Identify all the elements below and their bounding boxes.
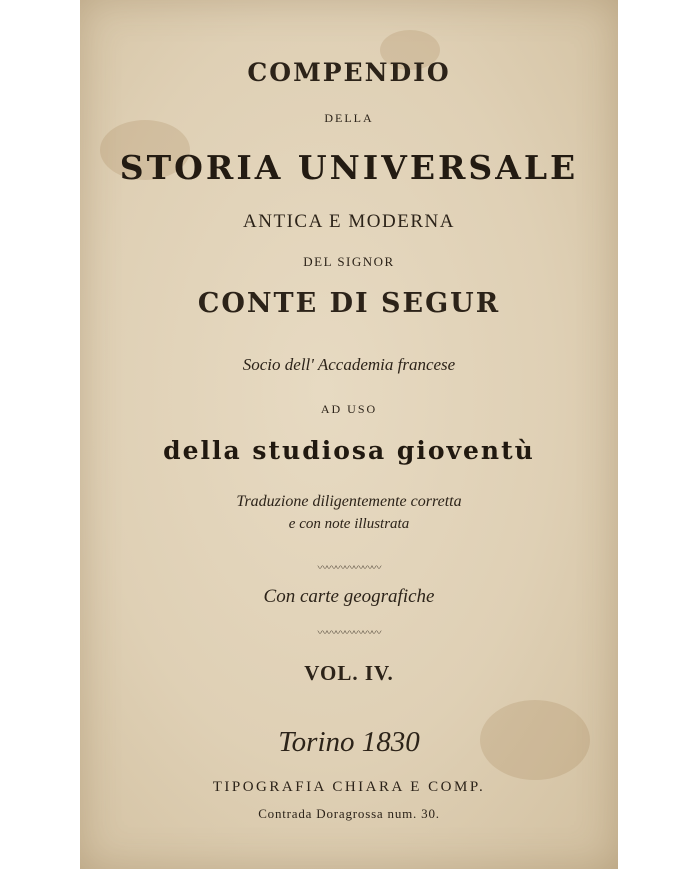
ornament-rule-bottom: 〰〰〰〰〰〰〰 [317, 628, 381, 639]
maps-note: Con carte geografiche [263, 586, 435, 607]
subtitle-antica-moderna: ANTICA E MODERNA [243, 211, 455, 232]
ornament-rule-top: 〰〰〰〰〰〰〰 [317, 563, 381, 574]
audience-line: della studiosa gioventù [163, 436, 535, 465]
place-and-year: Torino 1830 [278, 726, 420, 758]
author-name: CONTE DI SEGUR [197, 288, 501, 319]
volume-number: VOL. IV. [304, 661, 394, 685]
text-ad-uso: AD USO [320, 402, 378, 416]
author-affiliation: Socio dell' Accademia francese [242, 355, 456, 374]
title-compendio: COMPENDIO [247, 58, 451, 87]
publisher-name: TIPOGRAFIA CHIARA E COMP. [212, 779, 486, 795]
title-storia-universale: STORIA UNIVERSALE [119, 148, 579, 187]
translation-note-line1: Traduzione diligentemente corretta [236, 493, 462, 510]
publisher-address: Contrada Doragrossa num. 30. [258, 806, 440, 821]
title-della: DELLA [324, 111, 374, 125]
translation-note-line2: e con note illustrata [288, 516, 410, 532]
text-del-signor: DEL SIGNOR [303, 254, 395, 269]
book-title-page [80, 0, 618, 869]
